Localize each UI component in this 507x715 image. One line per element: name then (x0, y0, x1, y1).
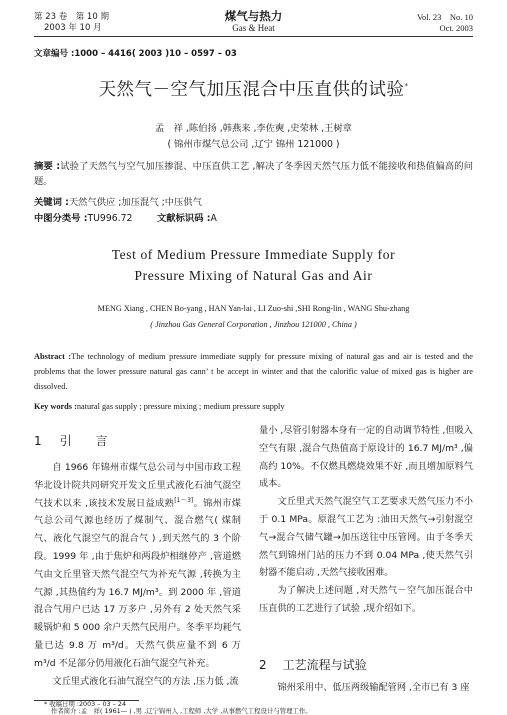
section-2-body (259, 679, 473, 697)
clc-line (34, 210, 132, 224)
keywords-cn-text: 天然气供应 ;加压混气 ;中压供气 (68, 197, 202, 208)
keywords-cn-label: 关键词 : (34, 197, 69, 208)
section-1-paragraph-1 (34, 459, 241, 673)
right-paragraph-2: 文丘里式天然气混空气工艺要求天然气压力不小于 0.1 MPa。原混气工艺为 :油田天然气→引射混空气→混合气储气罐→加压送往中压管网。由于冬季天然气到锦州门站的压力不到 0.04 MPa ,使天然气引射器不能启动 ,天然气接收困难。 (259, 496, 473, 579)
abstract-en-label: Abstract : (34, 352, 72, 361)
header-volume-cn: 第 23 卷 第 10 期 (34, 12, 109, 22)
section-2-paragraph-1: 锦州采用中、低压两级输配管网 ,全市已有 3 座 (277, 682, 470, 693)
header-journal-en: Gas & Heat (232, 23, 275, 33)
doc-code-line (157, 210, 217, 224)
section-1-body (34, 459, 241, 690)
keywords-en-text: natural gas supply ; pressure mixing ; medium pressure supply (76, 402, 285, 411)
section-1-title: 引 言 (59, 434, 108, 448)
section-1-paragraph-2: 文丘里式液化石油气混空气的方法 ,压力低 ,流 (52, 675, 239, 687)
section-1-number: 1 (34, 434, 42, 448)
header-volume-en: Vol. 23 No. 10 (416, 12, 473, 22)
title-footnote-mark: * (404, 82, 409, 91)
section-1-p1-text-b: 。锦州市煤气总公司气源也经历了煤制气、混合燃气( 煤制气、液化气混空气的混合气 ) ,到天然气的 3 个阶段。1999 年 ,由于焦炉和两段炉相继停产 ,管道燃气由文丘里管天然气混空气为补充气源 ,转换为主气源 ,其热值约为 16.7 MJ/m³。到 2000 年 ,管道混合气用户已达 17 万多户 ,另外有 2 处天然气采暖锅炉和 5 000 余户天然气民用户。冬季平均耗气量已达 9.8 万 m³/d。天然气供应量不到 6 万 m³/d 不足部分仍用液化石油气混空气补充。 (34, 497, 241, 669)
keywords-en (34, 402, 285, 411)
doc-code-value: A (210, 213, 217, 224)
section-2-number: 2 (259, 658, 267, 672)
right-column-body (259, 422, 473, 618)
section-1-heading (34, 432, 108, 449)
title-en-line1: Test of Medium Pressure Immediate Supply for (111, 247, 396, 262)
footnote-author-bio: 作者简介 :孟 祥( 1961— ) ,男 ,辽宁锦州人 ,工程师 ,大学 ,从事燃气工程设计与管理工作。 (51, 707, 312, 715)
abstract-en-text: The technology of medium pressure immediate supply for pressure mixing of natural gas and air is tested and the problems that the lower pressure natural gas cann’ t be accept in winter and that the calorific value of mixed gas is higher are dissolved. (34, 352, 473, 392)
section-1-p1-text-a: 自 1966 年锦州市煤气总公司与中国市政工程华北设计院共同研究开发文丘里式液化石油气混空气技术以来 ,该技术发展日益成熟 (34, 462, 241, 509)
header-journal-cn: 煤气与热力 (224, 9, 283, 23)
abstract-cn-text: 试验了天然气与空气加压掺混、中压直供工艺 ,解决了冬季因天然气压力低不能接收和热值偏高的问题。 (34, 161, 473, 187)
clc-label: 中图分类号 : (34, 213, 88, 224)
citation-ref: [1～3] (174, 496, 194, 504)
article-id: 文章编号 :1000 – 4416( 2003 )10 – 0597 – 03 (34, 49, 237, 59)
section-2-title: 工艺流程与试验 (282, 658, 367, 672)
title-en-line2: Pressure Mixing of Natural Gas and Air (134, 268, 373, 283)
right-paragraph-1: 量小 ,尽管引射器本身有一定的自动调节特性 ,但吸入空气有限 ,混合气热值高于原设计的 16.7 MJ/m³ ,偏高约 10%。不仅燃具燃烧效果不好 ,而且增加原料气成本。 (259, 425, 473, 490)
header-date-en: Oct. 2003 (439, 23, 473, 33)
header-date-cn: 2003 年 10 月 (44, 23, 102, 33)
abstract-cn-label: 摘要 : (34, 161, 61, 172)
authors-cn: 孟 祥 ,陈伯扬 ,韩燕来 ,李佐奭 ,史荣林 ,王树章 (155, 123, 352, 134)
footnote-received: * 收稿日期 :2003 – 03 – 24 (44, 700, 127, 708)
section-2-heading (259, 656, 367, 673)
authors-en: MENG Xiang , CHEN Bo-yang , HAN Yan-lai , LI Zuo-shi ,SHI Rong-lin , WANG Shu-zhang (97, 304, 410, 313)
keywords-cn (34, 194, 202, 208)
title-cn-text: 天然气－空气加压混合中压直供的试验 (98, 80, 405, 100)
keywords-en-label: Key words : (34, 402, 77, 411)
clc-value: TU996.72 (87, 213, 133, 224)
doc-code-label: 文献标识码 : (157, 213, 211, 224)
affiliation-cn: ( 锦州市煤气总公司 ,辽宁 锦州 121000 ) (167, 139, 340, 150)
right-paragraph-3: 为了解决上述问题 ,对天然气－空气加压混合中压直供的工艺进行了试验 ,现介绍如下。 (259, 585, 473, 614)
abstract-en (34, 349, 473, 395)
abstract-cn (34, 160, 473, 189)
title-cn (0, 76, 507, 101)
header-rule (34, 36, 473, 37)
affiliation-en: ( Jinzhou Gas General Corporation , Jinzhou 121000 , China ) (150, 320, 357, 329)
